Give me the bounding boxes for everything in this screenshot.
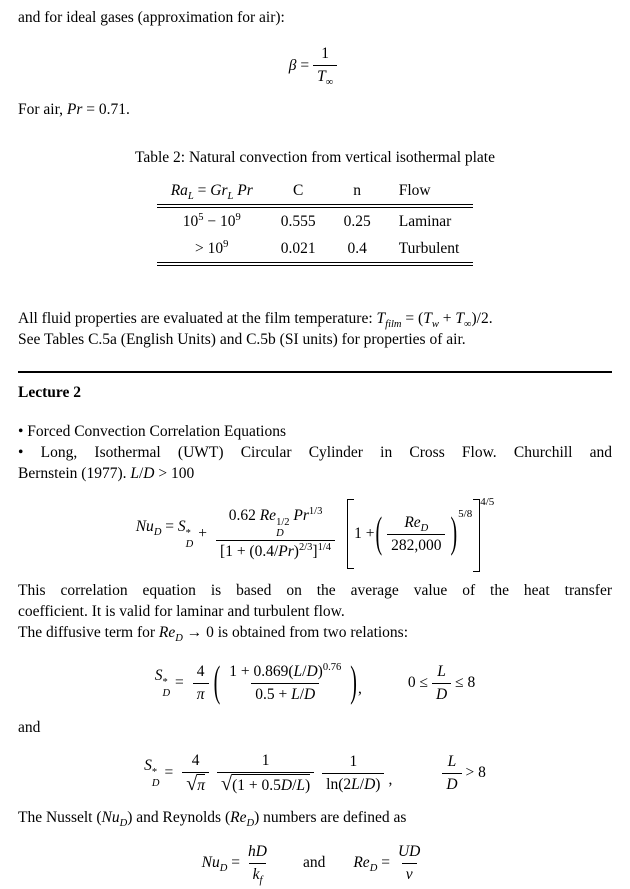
cell-range-laminar: $10^5 - 10^9$ [182,212,241,231]
eq4-ld-fraction: $\frac{L}{D}$ [442,751,461,796]
equation-sd-small-ld [18,656,612,710]
convection-table [157,177,474,266]
cell-n-turbulent: 0.4 [330,235,385,264]
cell-flow-turbulent: Turbulent [385,235,474,264]
eq5-nusselt-lhs: $Nu_D$ = [201,854,240,875]
table-row-laminar [157,206,474,235]
header-rayleigh: $Ra_L = Gr_L$ Pr [157,177,267,206]
bracket-exponent: 4/5 [480,496,495,509]
and-word: and [302,854,326,872]
eq2-re-denominator: 282,000 [387,534,445,557]
eq4-lhs: S * D [144,757,160,790]
bullet-cylinder-line-1: • Long, Isothermal (UWT) Circular Cylinder in Cross Flow. Churchill and [18,444,612,462]
header-n: n [330,177,385,206]
beta-denominator: $T_\infty$ [313,65,337,88]
s-star-d-symbol: * D [162,677,171,700]
close-paren: ) [450,509,458,557]
re-supsub: 1/2 D [276,517,290,540]
cell-c-turbulent: 0.021 [267,235,330,264]
eq3-four-over-pi: $\frac{4}{\pi}$ [193,661,209,706]
eq3-inner-fraction: $\frac{1 + 0.869(L/D)^{0.76}}{0.5 + L/D}$ [225,661,345,706]
comma: , [357,680,362,698]
reynolds-fraction: $\frac{UD}{\nu}$ [394,841,424,886]
equation-churchill-bernstein [18,496,612,572]
open-paren: ( [375,509,383,557]
equals-sign: = [175,674,184,692]
bullet-list [18,421,612,484]
equals-sign: = [164,764,174,782]
and-connector: and [18,719,41,737]
intro-line: and for ideal gases (approximation for air): [18,9,285,26]
film-line-2: See Tables C.5a (English Units) and C.5b (SI units) for properties of air. [18,331,466,349]
correlation-line-1: This correlation equation is based on the average value of the heat transfer [18,582,612,600]
eq3-condition-upper: ≤ 8 [455,674,476,692]
eq2-reynolds-fraction [387,512,445,557]
paren-exponent: 5/8 [458,508,473,521]
bullet-forced-convection: • Forced Convection Correlation Equations [18,423,287,441]
equation-sd-large-ld [18,745,612,801]
eq3-lhs: S * D [154,667,171,700]
table-row-turbulent [157,235,474,264]
close-paren: ) [350,658,357,706]
plus-operator: + [198,525,208,543]
eq2-re-numerator: $Re_D$ [404,513,429,534]
eq3-condition-lower: 0 ≤ [407,674,428,692]
equation-beta [18,43,612,88]
correlation-line-2: coefficient. It is valid for laminar and turbulent flow. [18,603,345,621]
film-temperature-paragraph [18,308,612,350]
eq3-ld-fraction: $\frac{L}{D}$ [432,661,451,706]
eq4-four-over-sqrt-pi: $\frac{4}{√\pi}$ [182,750,209,797]
nusselt-reynolds-line: The Nusselt $(Nu_D)$ and Reynolds $(Re_D)$ numbers are defined as [18,809,407,830]
eq5-reynolds-lhs: $Re_D$ = [353,854,390,875]
cell-n-laminar: 0.25 [343,213,371,231]
cell-c-laminar: 0.555 [280,213,316,231]
comma: , [388,771,393,789]
s-star-d-symbol: * D [151,767,160,790]
cell-range-turbulent: > $10^9$ [157,235,267,264]
header-flow: Flow [385,177,474,206]
lecture-heading: Lecture 2 [18,384,81,402]
eq2-lhs-text: $Nu_D = S$ [135,518,186,539]
beta-numerator: 1 [321,45,330,62]
eq4-condition: > 8 [465,764,486,782]
table-header-row [157,177,474,206]
for-air-line: For air, Pr = 0.71. [18,101,130,119]
s-star-d-symbol [186,528,194,550]
s-sub-d: D [185,539,194,551]
equation-definitions [18,837,612,889]
eq2-lhs [136,518,194,550]
beta-fraction [313,43,337,88]
eq2-inner-lead: 1 + [354,525,375,543]
section-divider [18,371,612,373]
correlation-line-3: The diffusive term for $Re_D \to 0$ is obtained from two relations: [18,624,409,645]
table-caption: Table 2: Natural convection from vertical isothermal plate [134,149,495,167]
cell-flow-laminar: Laminar [398,213,452,231]
close-square-bracket [473,499,480,572]
eq2-main-numerator: 0.62 Re 1/2 D $Pr^{1/3}$ [228,505,323,540]
header-c: C [267,177,330,206]
eq2-main-fraction [216,505,335,564]
eq4-log-fraction: $\frac{1}{\ln(2L/D)}$ [322,751,384,796]
correlation-paragraph [18,580,612,643]
nusselt-fraction: $\frac{hD}{k_f}$ [248,842,267,886]
eq2-main-denominator: $[1 + (0.4/Pr)^{2/3}]^{1/4}$ [216,540,335,563]
open-paren: ( [213,658,221,706]
bullet-cylinder-line-2: Bernstein (1977). L/D > 100 [18,465,195,483]
s-star: * [185,528,191,540]
film-line-1: All fluid properties are evaluated at the film temperature: $T_{film} = (T_w + T_\infty)/2$. [18,310,493,331]
open-square-bracket [347,499,354,569]
beta-lhs: β = [288,56,310,74]
eq4-sqrt-fraction: $\frac{1}{√(1 + 0.5D/L)}$ [217,750,314,797]
